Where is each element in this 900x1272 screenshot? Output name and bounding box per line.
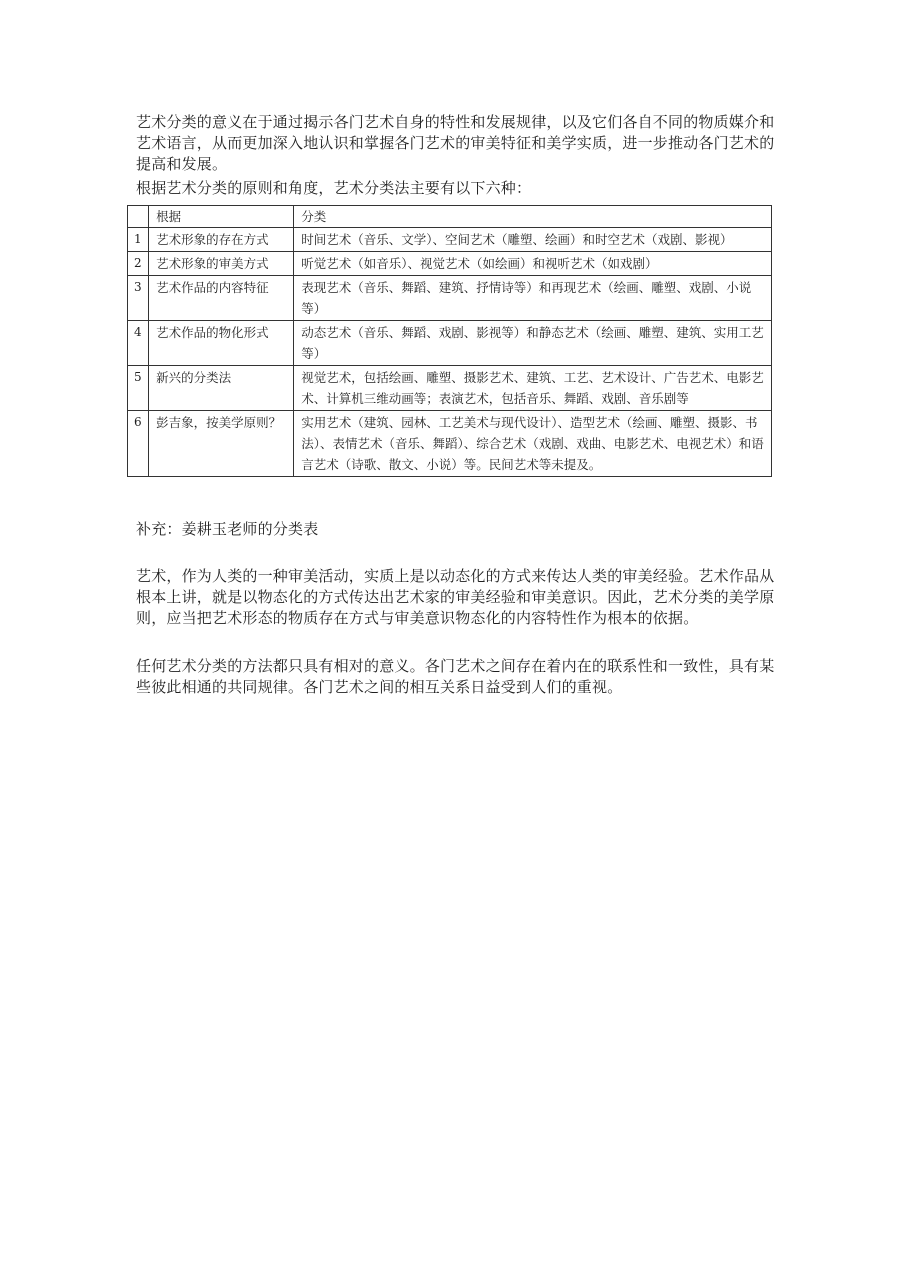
- row-category: 视觉艺术，包括绘画、雕塑、摄影艺术、建筑、工艺、艺术设计、广告艺术、电影艺术、计算机三维动画等；表演艺术，包括音乐、舞蹈、戏剧、音乐剧等: [294, 366, 772, 411]
- row-category: 时间艺术（音乐、文学）、空间艺术（雕塑、绘画）和时空艺术（戏剧、影视）: [294, 228, 772, 252]
- art-classification-table: [127, 205, 772, 477]
- row-basis: 艺术形象的审美方式: [149, 252, 294, 276]
- row-category: 表现艺术（音乐、舞蹈、建筑、抒情诗等）和再现艺术（绘画、雕塑、戏剧、小说等）: [294, 276, 772, 321]
- row-num: 5: [128, 366, 149, 411]
- table-row: [128, 321, 772, 366]
- table-row: [128, 252, 772, 276]
- row-num: 6: [128, 411, 149, 477]
- row-num: 4: [128, 321, 149, 366]
- table-row: [128, 276, 772, 321]
- row-category: 动态艺术（音乐、舞蹈、戏剧、影视等）和静态艺术（绘画、雕塑、建筑、实用工艺等）: [294, 321, 772, 366]
- supplement-note: 补充：姜耕玉老师的分类表: [136, 520, 319, 538]
- header-num: [128, 206, 149, 228]
- header-category: 分类: [294, 206, 772, 228]
- row-basis: 艺术作品的内容特征: [149, 276, 294, 321]
- row-basis: 彭吉象，按美学原则？: [149, 411, 294, 477]
- row-category: 实用艺术（建筑、园林、工艺美术与现代设计）、造型艺术（绘画、雕塑、摄影、书法）、表情艺术（音乐、舞蹈）、综合艺术（戏剧、戏曲、电影艺术、电视艺术）和语言艺术（诗歌、散文、小说）等。民间艺术等未提及。: [294, 411, 772, 477]
- intro-paragraph: 艺术分类的意义在于通过揭示各门艺术自身的特性和发展规律，以及它们各自不同的物质媒介和艺术语言，从而更加深入地认识和掌握各门艺术的审美特征和美学实质，进一步推动各门艺术的提高和发展。: [136, 113, 775, 173]
- table-header-row: [128, 206, 772, 228]
- row-num: 1: [128, 228, 149, 252]
- row-basis: 艺术作品的物化形式: [149, 321, 294, 366]
- row-basis: 艺术形象的存在方式: [149, 228, 294, 252]
- row-basis: 新兴的分类法: [149, 366, 294, 411]
- row-num: 3: [128, 276, 149, 321]
- table-row: [128, 228, 772, 252]
- body-paragraph-2: 任何艺术分类的方法都只具有相对的意义。各门艺术之间存在着内在的联系性和一致性，具有某些彼此相通的共同规律。各门艺术之间的相互关系日益受到人们的重视。: [136, 657, 775, 696]
- row-num: 2: [128, 252, 149, 276]
- body-paragraph-1: 艺术，作为人类的一种审美活动，实质上是以动态化的方式来传达人类的审美经验。艺术作品从根本上讲，就是以物态化的方式传达出艺术家的审美经验和审美意识。因此，艺术分类的美学原则，应当把艺术形态的物质存在方式与审美意识物态化的内容特性作为根本的依据。: [136, 567, 775, 627]
- table-row: [128, 366, 772, 411]
- header-basis: 根据: [149, 206, 294, 228]
- table-lead-text: 根据艺术分类的原则和角度，艺术分类法主要有以下六种：: [136, 179, 532, 197]
- table-row: [128, 411, 772, 477]
- row-category: 听觉艺术（如音乐）、视觉艺术（如绘画）和视听艺术（如戏剧）: [294, 252, 772, 276]
